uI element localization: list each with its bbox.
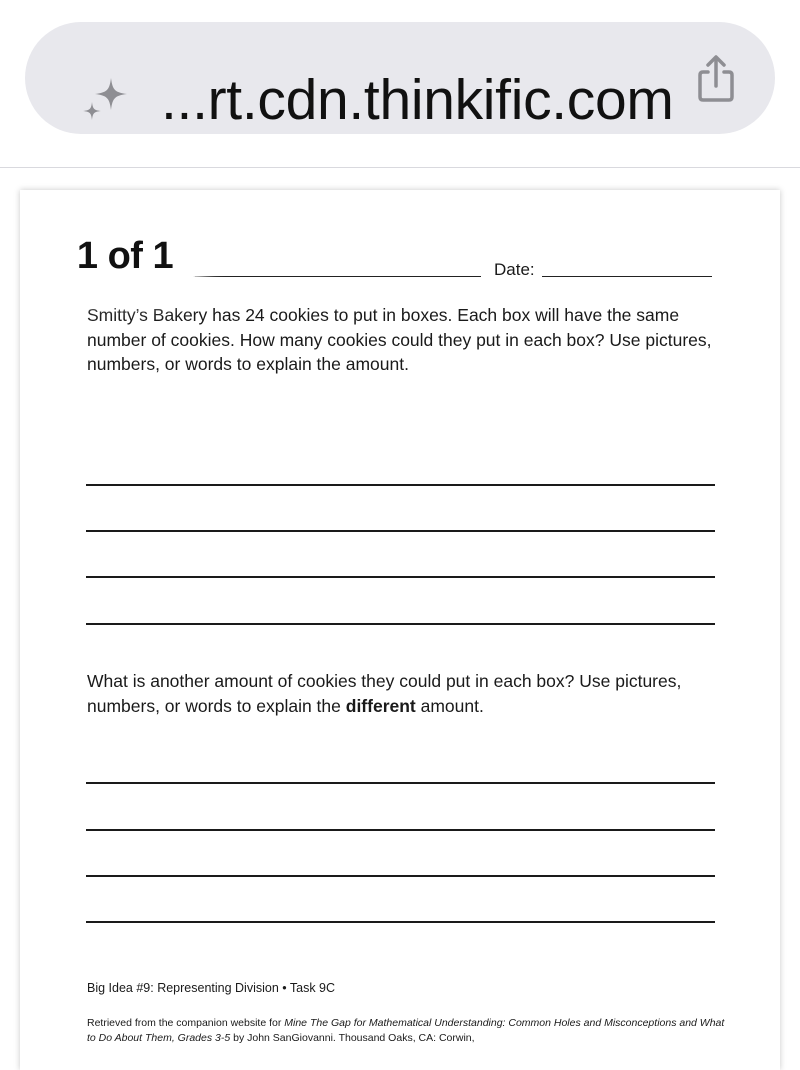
footer-task-label: Big Idea #9: Representing Division • Task 9C xyxy=(87,981,336,995)
name-blank xyxy=(193,276,481,277)
footer-source-suffix: by John SanGiovanni. Thousand Oaks, CA: Corwin, xyxy=(230,1031,475,1044)
answer-line xyxy=(86,782,715,784)
answer-line xyxy=(86,576,715,578)
answer-line xyxy=(86,921,715,923)
share-icon[interactable] xyxy=(688,50,744,106)
footer-source xyxy=(87,1016,727,1045)
footer-source-title: Mine The Gap for Mathematical Understanding: Common Holes and Misconceptions and What to Do About Them, Grades 3-5 xyxy=(87,1017,725,1044)
question-2-text-end: amount. xyxy=(415,695,484,716)
url-field[interactable] xyxy=(25,22,775,134)
answer-line xyxy=(86,875,715,877)
date-label: Date: xyxy=(494,260,535,279)
answer-line xyxy=(86,829,715,831)
browser-address-bar xyxy=(0,0,800,168)
question-1: Smitty’s Bakery has 24 cookies to put in boxes. Each box will have the same number of cookies. How many cookies could they put in each box? Use pictures, numbers, or words to explain the amount. xyxy=(87,305,712,374)
url-text[interactable]: ...rt.cdn.thinkific.com xyxy=(161,68,674,132)
answer-line xyxy=(86,623,715,625)
page-counter: 1 of 1 xyxy=(49,218,201,294)
answer-line xyxy=(86,484,715,486)
question-2 xyxy=(87,669,727,718)
sparkle-icon[interactable] xyxy=(77,74,133,130)
answer-line xyxy=(86,530,715,532)
date-blank xyxy=(542,276,712,277)
question-2-text: What is another amount of cookies they could put in each box? Use pictures, numbers, or words to explain the xyxy=(87,671,682,716)
emphasis-different: different xyxy=(345,695,416,716)
footer-source-prefix: Retrieved from the companion website for xyxy=(87,1017,285,1029)
